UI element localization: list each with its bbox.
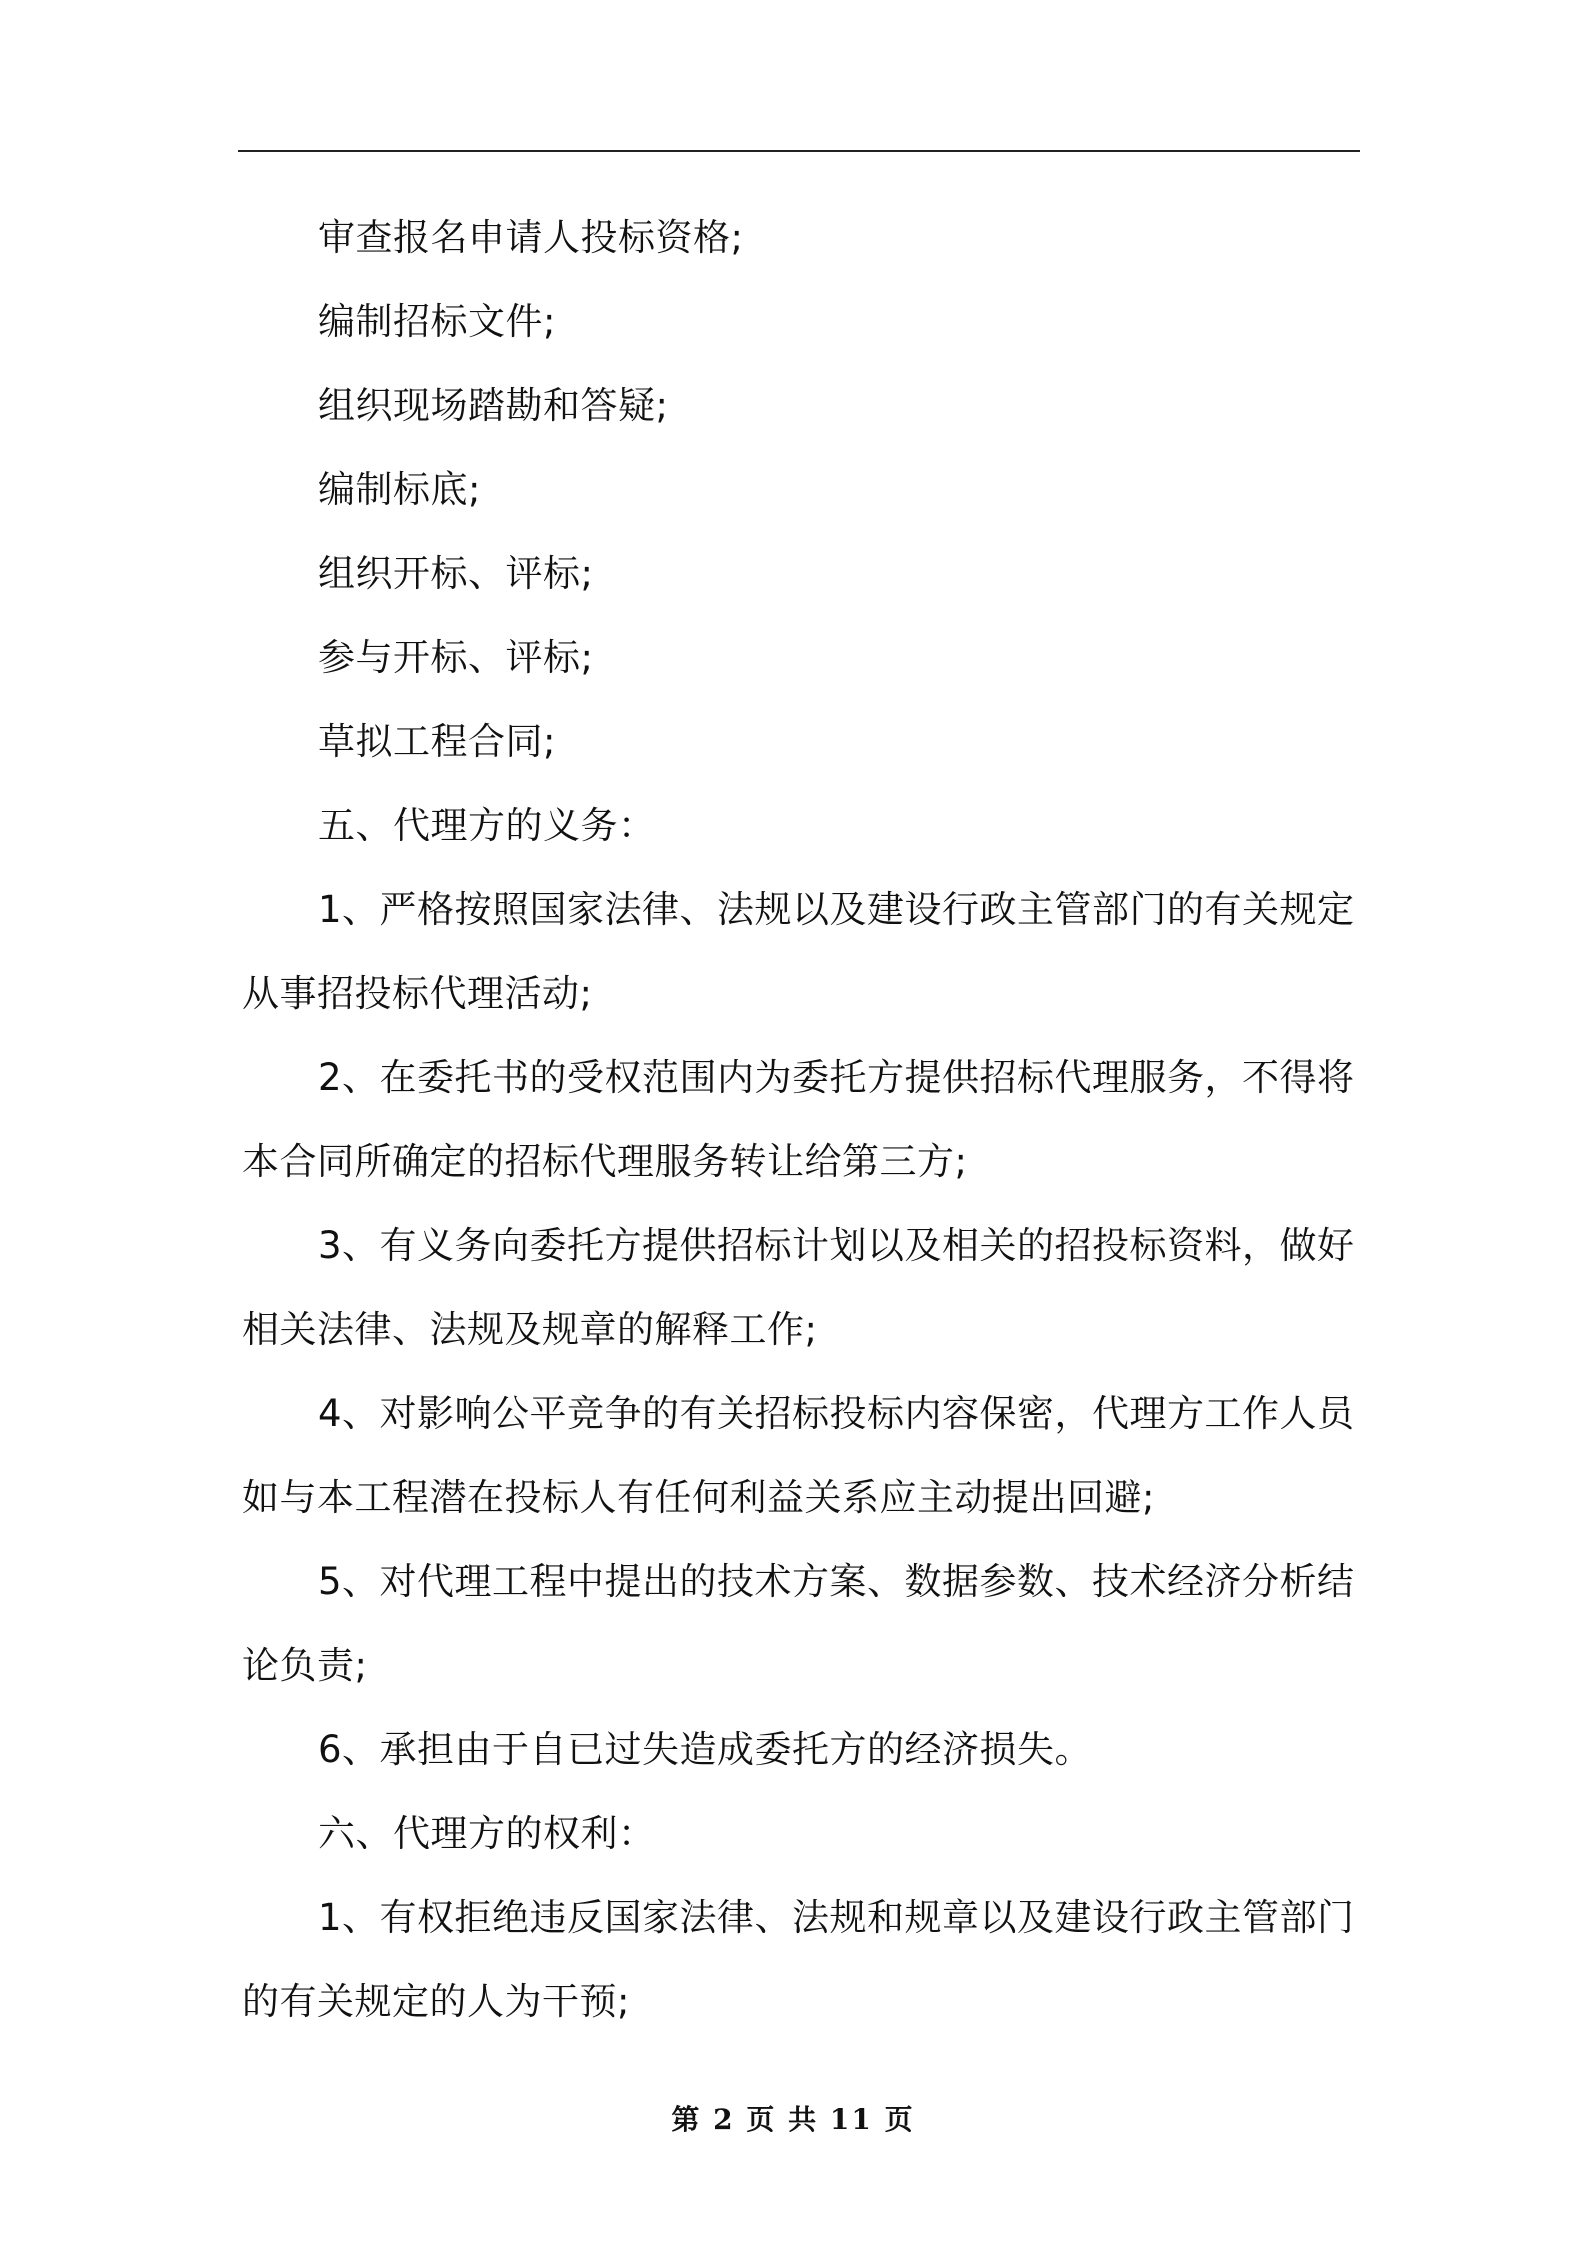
- header-rule: [238, 150, 1360, 152]
- paragraph: 1、有权拒绝违反国家法律、法规和规章以及建设行政主管部门的有关规定的人为干预;: [242, 1896, 1355, 2023]
- paragraph: 组织现场踏勘和答疑;: [318, 384, 669, 427]
- section-heading: 五、代理方的义务：: [318, 804, 656, 847]
- paragraph: 编制标底;: [318, 468, 481, 511]
- document-body: [242, 196, 1360, 2044]
- paragraph: 编制招标文件;: [318, 300, 556, 343]
- paragraph: 草拟工程合同;: [318, 720, 556, 763]
- paragraph: 1、严格按照国家法律、法规以及建设行政主管部门的有关规定从事招投标代理活动;: [242, 888, 1355, 1015]
- page-footer: [0, 2098, 1586, 2138]
- paragraph: 参与开标、评标;: [318, 636, 594, 679]
- paragraph: 6、承担由于自已过失造成委托方的经济损失。: [318, 1728, 1093, 1771]
- paragraph: 组织开标、评标;: [318, 552, 594, 595]
- paragraph: 审查报名申请人投标资格;: [318, 216, 744, 259]
- paragraph: 2、在委托书的受权范围内为委托方提供招标代理服务，不得将本合同所确定的招标代理服务转让给第三方;: [242, 1056, 1355, 1183]
- page-number: 第 2 页 共 11 页: [671, 2103, 915, 2136]
- paragraph: 3、有义务向委托方提供招标计划以及相关的招投标资料，做好相关法律、法规及规章的解释工作;: [242, 1224, 1355, 1351]
- paragraph: 4、对影响公平竞争的有关招标投标内容保密，代理方工作人员如与本工程潜在投标人有任何利益关系应主动提出回避;: [242, 1392, 1355, 1519]
- section-heading: 六、代理方的权利：: [318, 1812, 656, 1855]
- paragraph: 5、对代理工程中提出的技术方案、数据参数、技术经济分析结论负责;: [242, 1560, 1355, 1687]
